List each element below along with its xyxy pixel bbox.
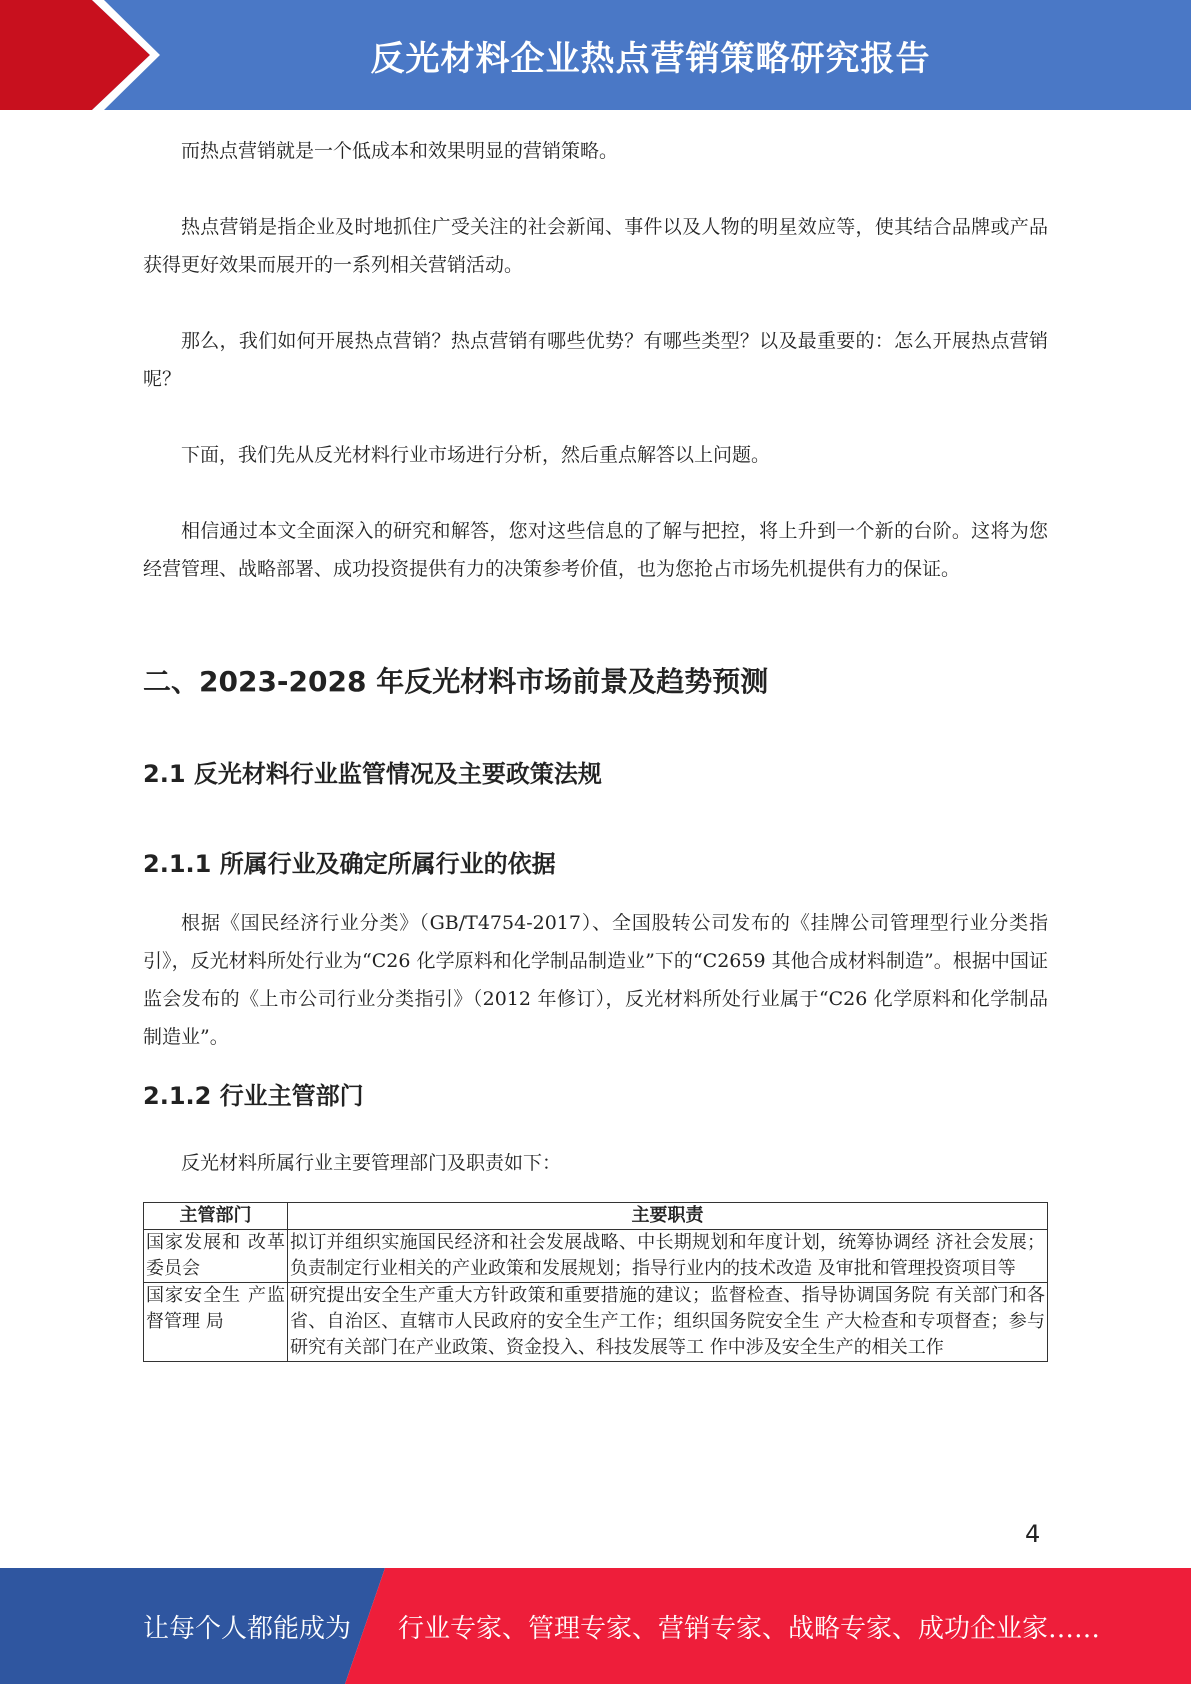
paragraph: 反光材料所属行业主要管理部门及职责如下： [181,1152,562,1174]
paragraph: 相信通过本文全面深入的研究和解答，您对这些信息的了解与把控，将上升到一个新的台阶。这将为您经营管理、战略部署、成功投资提供有力的决策参考价值，也为您抢占市场先机提供有力的保证。 [143,520,1048,580]
table-row [144,1230,1048,1283]
table-header-row [144,1203,1048,1230]
page-header [0,0,1191,110]
subsection-heading: 2.1 反光材料行业监管情况及主要政策法规 [143,760,602,788]
subsection-heading: 2.1.2 行业主管部门 [143,1082,364,1110]
page-content [143,132,1048,1362]
table-header-cell: 主要职责 [288,1203,1048,1230]
section-heading: 二、2023-2028 年反光材料市场前景及趋势预测 [143,665,769,698]
footer-slogan-left: 让每个人都能成为 [143,1613,352,1644]
page-number: 4 [1025,1520,1041,1548]
table-header-cell: 主管部门 [144,1203,288,1230]
duty-cell: 拟订并组织实施国民经济和社会发展战略、中长期规划和年度计划，统筹协调经 济社会发展；负责制定行业相关的产业政策和发展规划；指导行业内的技术改造 及审批和管理投资项目等 [288,1230,1048,1283]
subsection-heading: 2.1.1 所属行业及确定所属行业的依据 [143,850,556,878]
dept-cell: 国家发展和 改革委员会 [144,1230,288,1283]
departments-table [143,1202,1048,1362]
paragraph: 那么，我们如何开展热点营销？热点营销有哪些优势？有哪些类型？以及最重要的：怎么开展热点营销呢？ [143,330,1048,390]
paragraph: 下面，我们先从反光材料行业市场进行分析，然后重点解答以上问题。 [181,444,771,466]
paragraph: 根据《国民经济行业分类》（GB/T4754-2017）、全国股转公司发布的《挂牌公司管理型行业分类指引》，反光材料所处行业为“C26 化学原料和化学制品制造业”下的“C2659 其他合成材料制造”。根据中国证监会发布的《上市公司行业分类指引》（2012 年修订），反光材料所处行业属于“C26 化学原料和化学制品制造业”。 [143,912,1048,1048]
footer-slogan-right: 行业专家、管理专家、营销专家、战略专家、成功企业家…… [398,1613,1101,1644]
table-row [144,1283,1048,1362]
paragraph: 而热点营销就是一个低成本和效果明显的营销策略。 [181,140,619,162]
duty-cell: 研究提出安全生产重大方针政策和重要措施的建议；监督检查、指导协调国务院 有关部门和各省、自治区、直辖市人民政府的安全生产工作；组织国务院安全生 产大检查和专项督查；参与研究有关部门在产业政策、资金投入、科技发展等工 作中涉及安全生产的相关工作 [288,1283,1048,1362]
page-footer [0,1568,1191,1684]
header-title: 反光材料企业热点营销策略研究报告 [370,38,931,79]
paragraph: 热点营销是指企业及时地抓住广受关注的社会新闻、事件以及人物的明星效应等，使其结合品牌或产品获得更好效果而展开的一系列相关营销活动。 [143,216,1048,276]
dept-cell: 国家安全生 产监督管理 局 [144,1283,288,1362]
header-chevron-decoration [0,0,160,110]
